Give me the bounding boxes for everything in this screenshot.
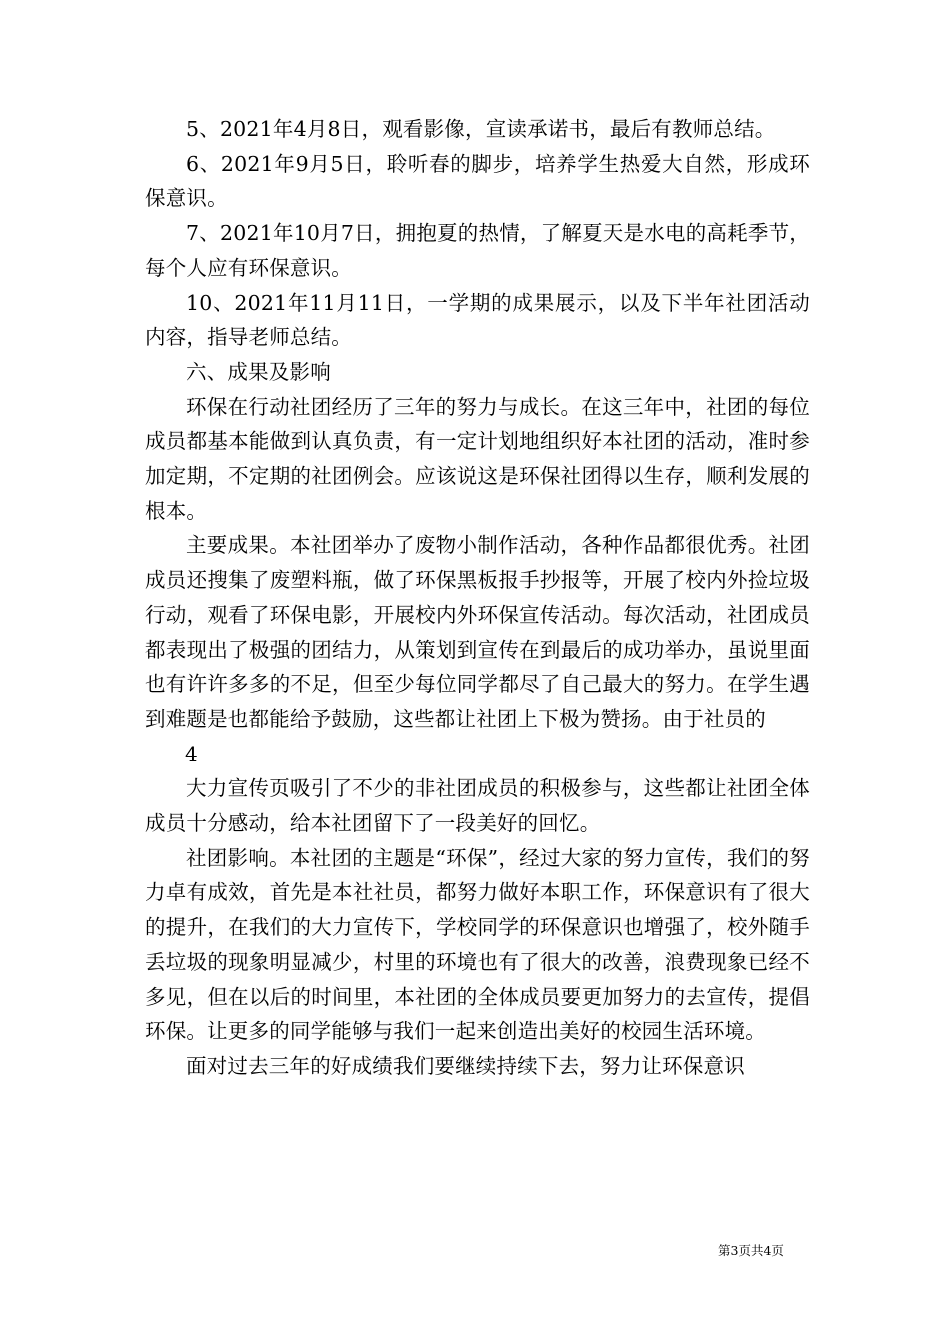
- paragraph-item-7: 7、2021年10月7日，拥抱夏的热情，了解夏天是水电的高耗季节，每个人应有环保意识。: [145, 221, 810, 280]
- section-heading-results: 六、成果及影响: [186, 359, 331, 384]
- paragraph-item-10: 10、2021年11月11日，一学期的成果展示，以及下半年社团活动内容，指导老师总结。: [145, 290, 810, 350]
- paragraph-item-6: 6、2021年9月5日，聆听春的脚步，培养学生热爱大自然，形成环保意识。: [145, 151, 810, 211]
- page-footer: 第3页共4页: [718, 1243, 784, 1258]
- paragraph-main-results: 主要成果。本社团举办了废物小制作活动，各种作品都很优秀。社团成员还搜集了废塑料瓶，做了环保黑板报手抄报等，开展了校内外捡垃圾行动，观看了环保电影，开展校内外环保宣传活动。每次活动，社团成员都表现出了极强的团结力，从策划到宣传在到最后的成功举办，虽说里面也有许许多多的不足，但至少每位同学都尽了自己最大的努力。在学生遇到难题是也都能给予鼓励，这些都让社团上下极为赞扬。由于社员的: [145, 533, 810, 731]
- paragraph-overview: 环保在行动社团经历了三年的努力与成长。在这三年中，社团的每位成员都基本能做到认真负责，有一定计划地组织好本社团的活动，准时参加定期，不定期的社团例会。应该说这是环保社团得以生存，顺利发展的根本。: [145, 394, 810, 523]
- paragraph-item-5: 5、2021年4月8日，观看影像，宣读承诺书，最后有教师总结。: [186, 117, 776, 141]
- paragraph-continuation: 大力宣传页吸引了不少的非社团成员的积极参与，这些都让社团全体成员十分感动，给本社团留下了一段美好的回忆。: [145, 776, 810, 836]
- inline-page-number: 4: [185, 741, 198, 766]
- paragraph-closing: 面对过去三年的好成绩我们要继续持续下去，努力让环保意识: [186, 1053, 745, 1078]
- document-body: [145, 112, 810, 1084]
- paragraph-influence: 社团影响。本社团的主题是“环保”，经过大家的努力宣传，我们的努力卓有成效，首先是本社社员，都努力做好本职工作，环保意识有了很大的提升，在我们的大力宣传下，学校同学的环保意识也增强了，校外随手丢垃圾的现象明显减少，村里的环境也有了很大的改善，浪费现象已经不多见，但在以后的时间里，本社团的全体成员要更加努力的去宣传，提倡环保。让更多的同学能够与我们一起来创造出美好的校园生活环境。: [145, 845, 810, 1044]
